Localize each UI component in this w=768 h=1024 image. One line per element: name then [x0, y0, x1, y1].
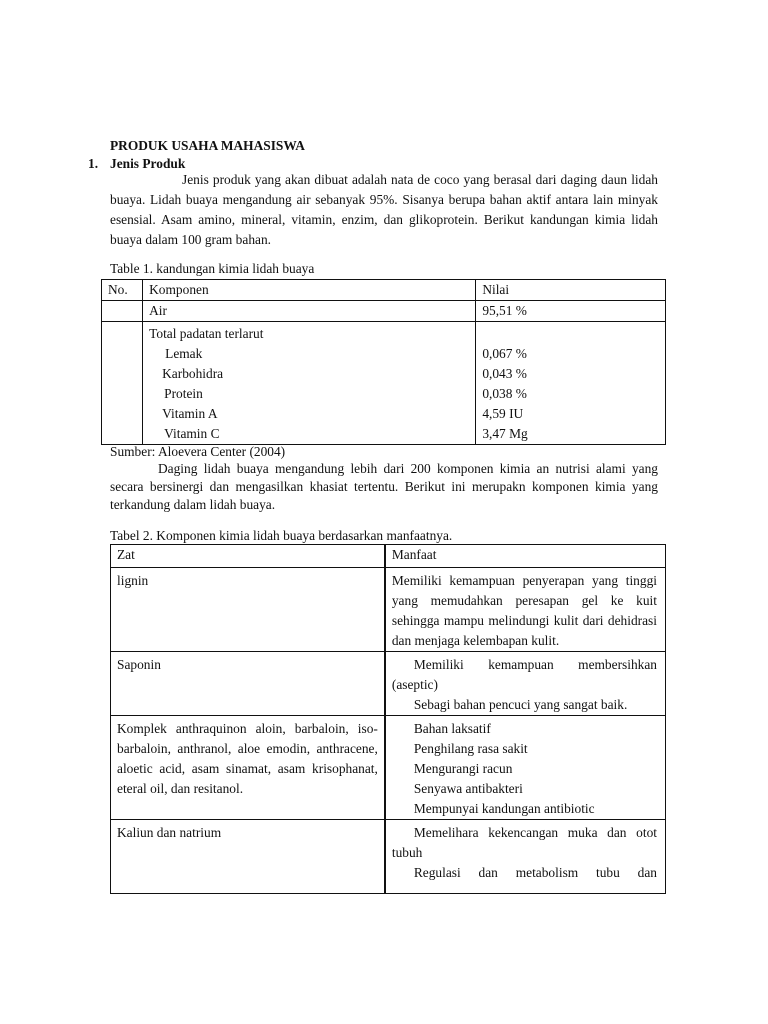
table2-header-manfaat: Manfaat [385, 545, 666, 568]
manfaat-item: Mempunyai kandungan antibiotic [413, 801, 595, 816]
table1-caption: Table 1. kandungan kimia lidah buaya [110, 261, 315, 276]
table2-cell-zat: Saponin [111, 652, 385, 716]
table1-item-komponen: Protein [164, 386, 203, 401]
paragraph-1-text: Jenis produk yang akan dibuat adalah nata de coco yang berasal dari daging daun lidah buaya. Lidah buaya mengandung air sebanyak 95%. Sisanya berupa bahan aktif antara lain minyak esensial. Asam amino, mineral, vitamin, enzim, dan glikoprotein. Berikut kandungan kimia lidah buaya dalam 100 gram bahan. [110, 172, 658, 247]
heading-text: Jenis Produk [110, 156, 186, 171]
manfaat-item: Senyawa antibakteri [413, 781, 523, 796]
table1-item-komponen: Lemak [165, 346, 203, 361]
table2-cell-zat: lignin [111, 568, 385, 652]
manfaat-item: Bahan laksatif [413, 721, 491, 736]
table2-caption: Tabel 2. Komponen kimia lidah buaya berdasarkan manfaatnya. [110, 528, 453, 543]
heading-number: 1. [88, 156, 99, 171]
table1-cell-no [102, 301, 143, 322]
table1-cell-nilai: 95,51 % [476, 301, 666, 322]
table1-cell-komponen [143, 322, 476, 445]
table1-item-nilai: 3,47 Mg [482, 426, 528, 441]
table1-header-komponen: Komponen [143, 280, 476, 301]
table2-cell-zat: Kaliun dan natrium [111, 820, 385, 894]
paragraph-2 [110, 460, 658, 514]
table1-cell-komponen: Air [143, 301, 476, 322]
table1-row-padatan [102, 322, 666, 445]
manfaat-text: Sebagi bahan pencuci yang sangat baik. [413, 697, 628, 712]
table2-row-saponin [111, 652, 666, 716]
table1-header-nilai: Nilai [476, 280, 666, 301]
table2-cell-zat [111, 716, 385, 820]
paragraph-2-text: Daging lidah buaya mengandung lebih dari 200 komponen kimia an nutrisi alami yang secara bersinergi dan mengasilkan khasiat tertentu. Berikut ini merupakn komponen kimia yang terkandung dalam lidah buaya. [110, 461, 658, 512]
section-title: PRODUK USAHA MAHASISWA [110, 138, 305, 153]
table1-item-nilai: 0,043 % [482, 366, 527, 381]
manfaat-text: Memiliki kemampuan penyerapan yang tinggi yang memudahkan peresapan gel ke kuit sehingga mampu melindungi kulit dari dehidrasi dan menjaga kelembapan kulit. [391, 573, 657, 648]
table2-cell-manfaat [385, 716, 666, 820]
table1-header-row [102, 280, 666, 301]
table2-header-zat: Zat [111, 545, 385, 568]
table1-item-nilai: 0,067 % [482, 346, 527, 361]
table2-header-row [111, 545, 666, 568]
table-komponen-manfaat [110, 544, 666, 894]
table1-cell-no [102, 322, 143, 445]
table-kandungan-kimia [101, 279, 666, 445]
table1-total-label: Total padatan terlarut [149, 326, 264, 341]
table1-source: Sumber: Aloevera Center (2004) [110, 444, 286, 459]
table2-cell-manfaat [385, 820, 666, 894]
table1-item-komponen: Vitamin C [164, 426, 220, 441]
table1-cell-nilai [476, 322, 666, 445]
table2-row-anthraquinon [111, 716, 666, 820]
manfaat-text: Memiliki kemampuan membersihkan (aseptic) [391, 657, 657, 692]
manfaat-item: Mengurangi racun [413, 761, 513, 776]
table1-item-komponen: Vitamin A [162, 406, 218, 421]
manfaat-text: Regulasi dan metabolism tubu dan [413, 865, 657, 880]
table2-cell-manfaat [385, 652, 666, 716]
manfaat-item: Penghilang rasa sakit [413, 741, 528, 756]
table2-row-kaliun [111, 820, 666, 894]
zat-text: Komplek anthraquinon aloin, barbaloin, iso-barbaloin, anthranol, aloe emodin, anthracene, aloetic acid, asam sinamat, asam krisophanat, eteral oil, dan resitanol. [117, 721, 378, 796]
table1-item-komponen: Karbohidra [162, 366, 224, 381]
table1-item-nilai: 0,038 % [482, 386, 527, 401]
table1-row-air [102, 301, 666, 322]
table1-header-no: No. [102, 280, 143, 301]
table2-row-lignin [111, 568, 666, 652]
table1-item-nilai: 4,59 IU [482, 406, 524, 421]
manfaat-text: Memelihara kekencangan muka dan otot tubuh [391, 825, 657, 860]
table2-cell-manfaat [385, 568, 666, 652]
paragraph-1 [110, 170, 658, 250]
